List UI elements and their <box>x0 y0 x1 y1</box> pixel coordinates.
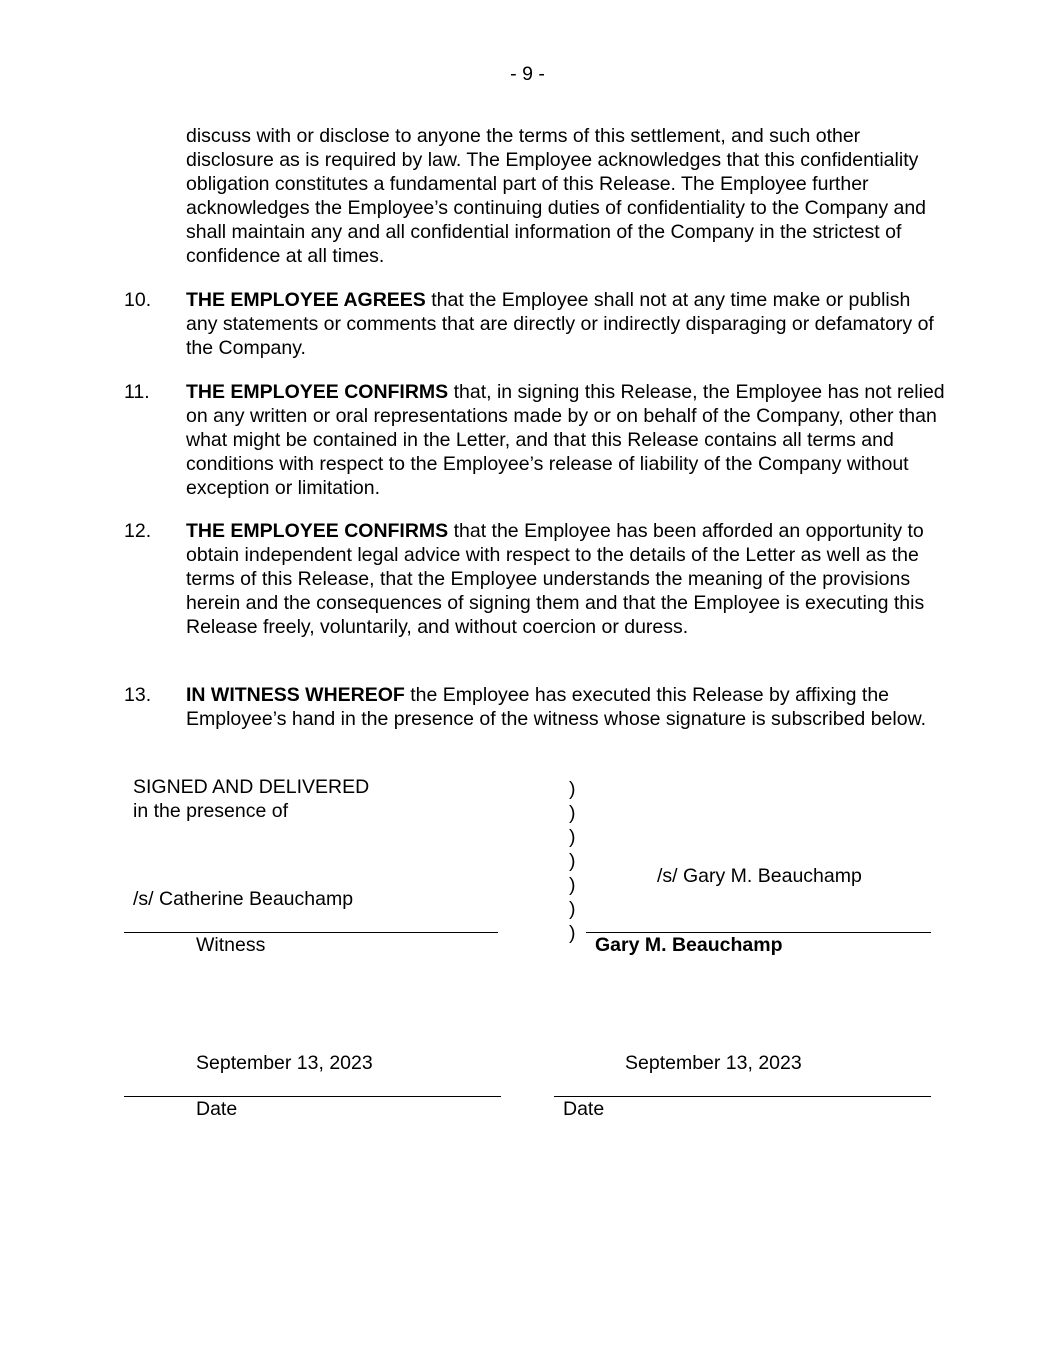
employee-date-line <box>554 1096 931 1097</box>
section-number: 12. <box>124 520 152 542</box>
witness-date-line <box>124 1096 501 1097</box>
section-text: that, in signing this Release, the Employee has not relied on any written or oral representations made by or on behalf of the Company, other than what might be contained in the Letter, and that this Release contains all terms and conditions with respect to the Employee’s release of liability of the Company without exception or limitation. <box>186 381 945 499</box>
witness-signature: /s/ Catherine Beauchamp <box>133 888 354 910</box>
bracket: ) <box>569 826 576 848</box>
presence-of-label: in the presence of <box>133 800 289 822</box>
section-body <box>186 381 946 501</box>
employee-signature: /s/ Gary M. Beauchamp <box>657 865 862 887</box>
witness-date-label: Date <box>196 1098 238 1120</box>
witness-label: Witness <box>196 934 266 956</box>
section-lead: THE EMPLOYEE CONFIRMS <box>186 520 449 542</box>
bracket: ) <box>569 922 576 944</box>
employee-name: Gary M. Beauchamp <box>595 934 783 956</box>
section-lead: THE EMPLOYEE AGREES <box>186 289 426 311</box>
employee-date-label: Date <box>563 1098 605 1120</box>
employee-signature-line <box>586 932 931 933</box>
section-body <box>186 520 946 640</box>
section-text: that the Employee shall not at any time make or publish any statements or comments that are directly or indirectly disparaging or defamatory of the Company. <box>186 289 934 359</box>
section-lead: IN WITNESS WHEREOF <box>186 684 405 706</box>
section-number: 13. <box>124 684 152 706</box>
section-lead: THE EMPLOYEE CONFIRMS <box>186 381 449 403</box>
section-number: 11. <box>124 381 150 403</box>
section-body <box>186 684 946 732</box>
bracket: ) <box>569 802 576 824</box>
section-text: the Employee has executed this Release by affixing the Employee’s hand in the presence of the witness whose signature is subscribed below. <box>186 684 926 730</box>
section-body <box>186 289 946 361</box>
witness-signature-line <box>124 932 498 933</box>
section-number: 10. <box>124 289 152 311</box>
bracket: ) <box>569 778 576 800</box>
employee-date: September 13, 2023 <box>625 1052 802 1074</box>
section-text: that the Employee has been afforded an opportunity to obtain independent legal advice with respect to the details of the Letter as well as the terms of this Release, that the Employee understands the meaning of the provisions herein and the consequences of signing them and that the Employee is executing this Release freely, voluntarily, and without coercion or duress. <box>186 520 925 638</box>
witness-date: September 13, 2023 <box>196 1052 373 1074</box>
page-number: - 9 - <box>510 63 545 85</box>
continued-paragraph: discuss with or disclose to anyone the terms of this settlement, and such other disclosure as is required by law. The Employee acknowledges that this confidentiality obligation constitutes a fundamental part of this Release. The Employee further acknowledges the Employee’s continuing duties of confidentiality to the Company and shall maintain any and all confidential information of the Company in the strictest of confidence at all times. <box>186 125 927 267</box>
bracket: ) <box>569 898 576 920</box>
bracket: ) <box>569 874 576 896</box>
bracket: ) <box>569 850 576 872</box>
signed-delivered-label: SIGNED AND DELIVERED <box>133 776 370 798</box>
